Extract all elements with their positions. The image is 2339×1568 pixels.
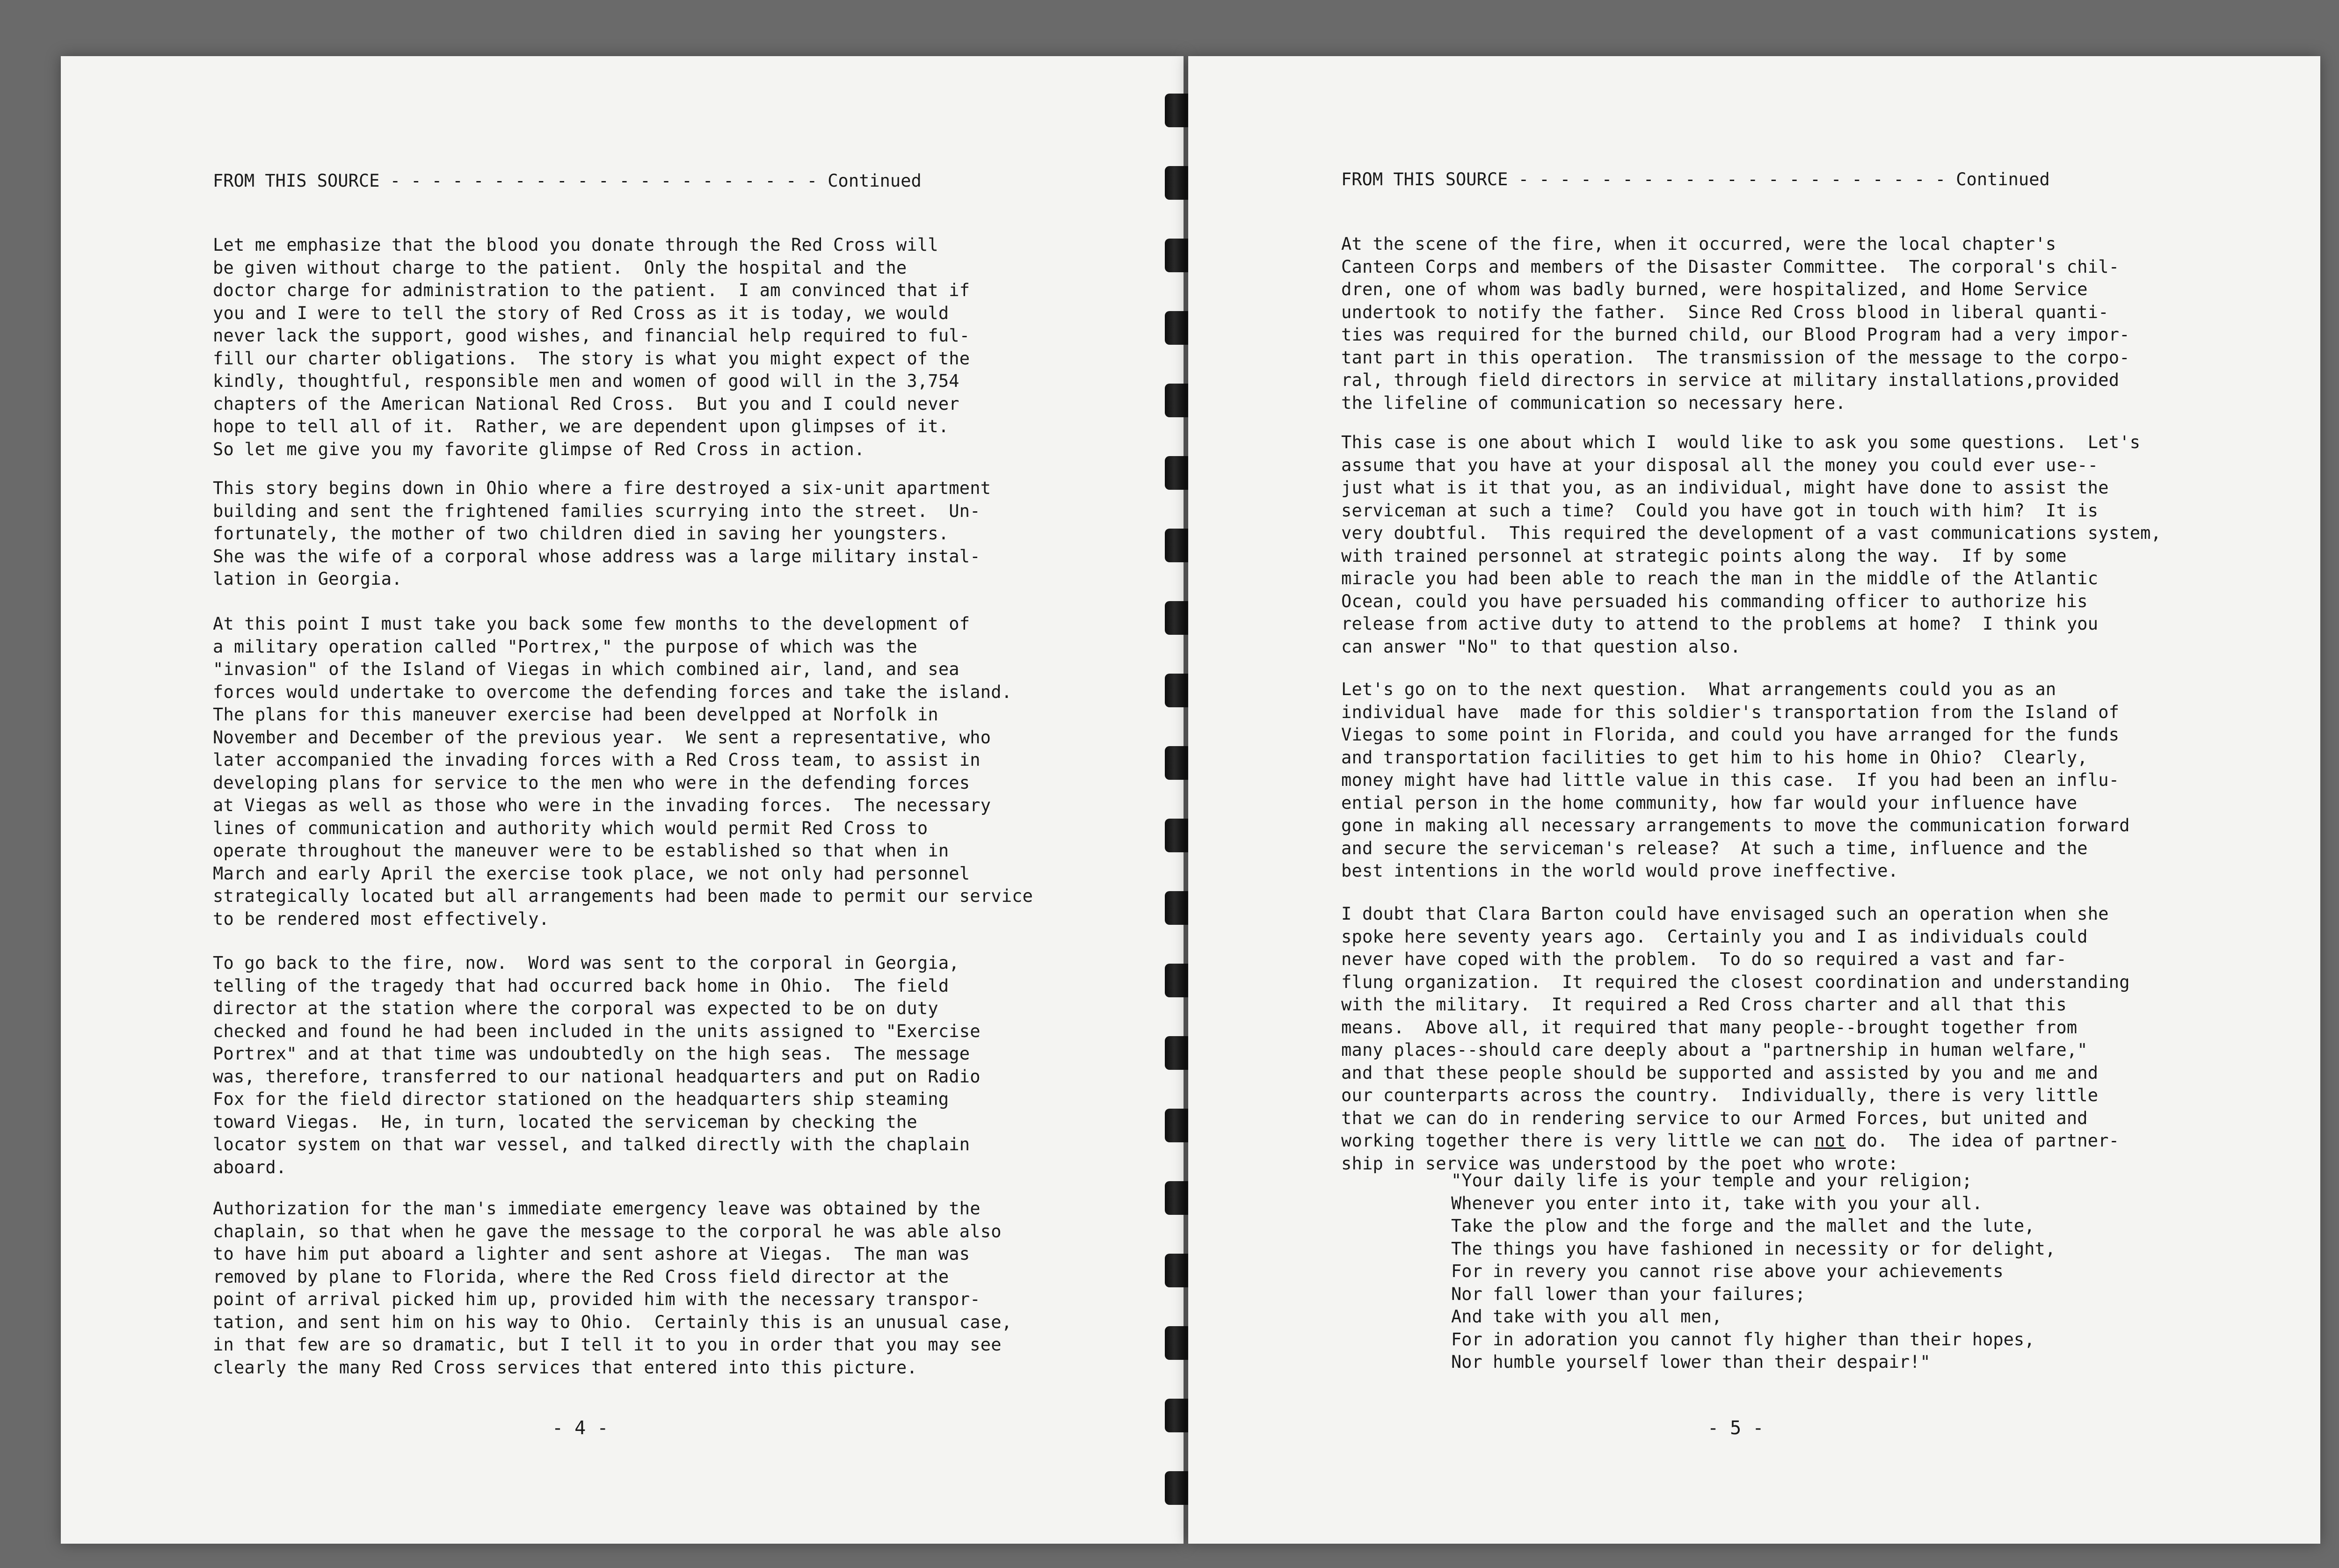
left-page [61, 56, 1184, 1544]
right-paragraph-4-text: I doubt that Clara Barton could have envisaged such an operation when she spoke here seventy years ago. Certainly you and I as individuals could never have coped with the problem. To do so required a vast and far- flung organization. It required the closest coordination and understanding with the military. It required a Red Cross charter and all that this means. Above all, it required that many people--brought together from many places--should care deeply about a "partnership in human welfare," and that these people should be supported and assisted by you and me and our counterparts across the country. Individually, there is very little that we can do in rendering service to our Armed Forces, but united and working together there is very little we can [1341, 904, 2130, 1151]
right-paragraph-2: This case is one about which I would like to ask you some questions. Let's assume that you have at your disposal all the money you could ever use-- just what is it that you, as an individual, might have done to assist the serviceman at such a time? Could you have got in touch with him? It is very doubtful. This required the development of a vast communications system, with trained personnel at strategic points along the way. If by some miracle you had been able to reach the man in the middle of the Atlantic Ocean, could you have persuaded his commanding officer to authorize his release from active duty to attend to the problems at home? I think you can answer "No" to that question also. [1341, 432, 2162, 657]
right-paragraph-3: Let's go on to the next question. What arrangements could you as an individual have made for this soldier's transportation from the Island of Viegas to some point in Florida, and could you have arranged for the funds and transportation facilities to get him to his home in Ohio? Clearly, money might have had little value in this case. If you had been an influ- ential person in the home community, how far would your influence have gone in making all necessary arrangements to move the communication forward and secure the serviceman's release? At such a time, influence and the best intentions in the world would prove ineffective. [1341, 679, 2130, 881]
right-page-header: FROM THIS SOURCE - - - - - - - - - - - - - - - - - - - - - Continued [1341, 169, 2050, 189]
left-paragraph-1: Let me emphasize that the blood you donate through the Red Cross will be given without charge to the patient. Only the hospital and the doctor charge for administration to the patient. I am convinced that if you and I were to tell the story of Red Cross as it is today, we would never lack the support, good wishes, and financial help required to ful- fill our charter obligations. The story is what you might expect of the kindly, thoughtful, responsible men and women of good will in the 3,754 chapters of the American National Red Cross. But you and I could never hope to tell all of it. Rather, we are dependent upon glimpses of it. So let me give you my favorite glimpse of Red Cross in action. [213, 235, 970, 459]
left-paragraph-4: To go back to the fire, now. Word was sent to the corporal in Georgia, telling of the tragedy that had occurred back home in Ohio. The field director at the station where the corporal was expected to be on duty checked and found he had been included in the units assigned to "Exercise Portrex" and at that time was undoubtedly on the high seas. The message was, therefore, transferred to our national headquarters and put on Radio Fox for the field director stationed on the headquarters ship steaming toward Viegas. He, in turn, located the serviceman by checking the locator system on that war vessel, and talked directly with the chaplain aboard. [213, 953, 981, 1177]
right-paragraph-4 [1341, 903, 2130, 1175]
right-page-number: - 5 - [1707, 1417, 1764, 1439]
left-page-number: - 4 - [552, 1417, 609, 1439]
underlined-word: not [1814, 1131, 1846, 1151]
poem: "Your daily life is your temple and your religion; Whenever you enter into it, take with you your all. Take the plow and the forge and the mallet and the lute, The things you have fashioned in necessity or for delight, For in revery you cannot rise above your achievements Nor fall lower than your failures; And take with you all men, For in adoration you cannot fly higher than their hopes, Nor humble yourself lower than their despair!" [1451, 1170, 2056, 1372]
left-paragraph-3: At this point I must take you back some few months to the development of a military operation called "Portrex," the purpose of which was the "invasion" of the Island of Viegas in which combined air, land, and sea forces would undertake to overcome the defending forces and take the island. The plans for this maneuver exercise had been develpped at Norfolk in November and December of the previous year. We sent a representative, who later accompanied the invading forces with a Red Cross team, to assist in developing plans for service to the men who were in the defending forces at Viegas as well as those who were in the invading forces. The necessary lines of communication and authority which would permit Red Cross to operate throughout the maneuver were to be established so that when in March and early April the exercise took place, we not only had personnel strategically located but all arrangements had been made to permit our service to be rendered most effectively. [213, 614, 1033, 929]
left-page-header: FROM THIS SOURCE - - - - - - - - - - - - - - - - - - - - - Continued [213, 171, 922, 191]
left-paragraph-5: Authorization for the man's immediate emergency leave was obtained by the chaplain, so that when he gave the message to the corporal he was able also to have him put aboard a lighter and sent ashore at Viegas. The man was removed by plane to Florida, where the Red Cross field director at the point of arrival picked him up, provided him with the necessary transpor- tation, and sent him on his way to Ohio. Certainly this is an unusual case, in that few are so dramatic, but I tell it to you in order that you may see clearly the many Red Cross services that entered into this picture. [213, 1198, 1012, 1378]
right-page [1188, 56, 2320, 1544]
left-paragraph-2: This story begins down in Ohio where a fire destroyed a six-unit apartment building and sent the frightened families scurrying into the street. Un- fortunately, the mother of two children died in saving her youngsters. She was the wife of a corporal whose address was a large military instal- lation in Georgia. [213, 478, 991, 589]
right-paragraph-4-tail: do. The idea of partner- ship in service was understood by the poet who wrote: [1341, 1131, 2120, 1174]
right-paragraph-1: At the scene of the fire, when it occurred, were the local chapter's Canteen Corps and members of the Disaster Committee. The corporal's chil- dren, one of whom was badly burned, were hospitalized, and Home Service undertook to notify the father. Since Red Cross blood in liberal quanti- ties was required for the burned child, our Blood Program had a very impor- tant part in this operation. The transmission of the message to the corpo- ral, through field directors in service at military installations,provided the lifeline of communication so necessary here. [1341, 234, 2130, 413]
